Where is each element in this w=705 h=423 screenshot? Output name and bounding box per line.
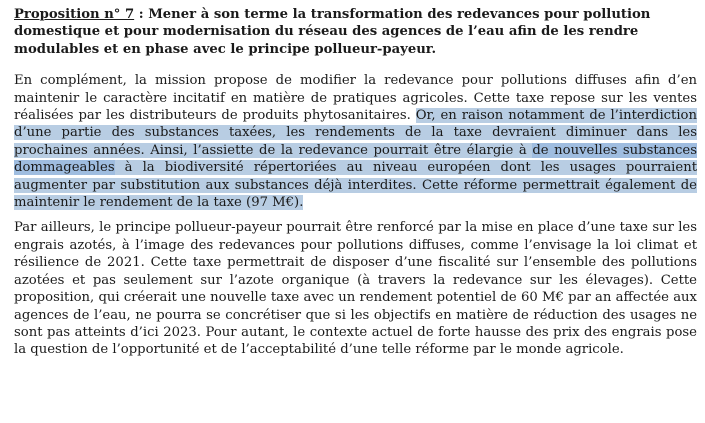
proposition-title: : Mener à son terme la transformation des redevances pour pollution domestique et pour modernisation du réseau des agences de l’eau afin de les rendre modulables et en phase avec le principe pollueur-payeur. (14, 7, 651, 57)
proposition-heading (14, 6, 697, 58)
proposition-label: Proposition n° 7 (14, 7, 135, 22)
paragraph-engrais-azotes[interactable]: Par ailleurs, le principe pollueur-payeur pourrait être renforcé par la mise en place d’une taxe sur les engrais azotés, à l’image des redevances pour pollutions diffuses, comme l’envisage la loi climat et résilience de 2021. Cette taxe permettrait de disposer d’une fiscalité sur l’ensemble des pollutions azotées et pas seulement sur l’azote organique (à travers la redevance sur les élevages). Cette proposition, qui créerait une nouvelle taxe avec un rendement potentiel de 60 M€ par an affectée aux agences de l’eau, ne pourra se concrétiser que si les objectifs en matière de réduction des usages ne sont pas atteints d’ici 2023. Pour autant, le contexte actuel de forte hausse des prix des engrais pose la question de l’opportunité et de l’acceptabilité d’une telle réforme par le monde agricole. (14, 220, 697, 358)
selected-text-c[interactable]: à la biodiversité répertoriées au niveau européen dont les usages pourraient augmenter par substitution aux substances déjà interdites. Cette réforme permettrait également de maintenir le rendement de la taxe (97 M€). (14, 160, 697, 211)
selected-text-b[interactable]: de nouvelles substances dommageables (14, 142, 697, 176)
paragraph1-intro[interactable]: En complément, la mission propose de modifier la redevance pour pollutions diffuses afin d’en maintenir le caractère incitatif en matière de pratiques agricoles. Cette taxe repose sur les ventes réalisées par les distributeurs de produits phytosanitaires. (14, 73, 697, 124)
paragraph-pollutions-diffuses (14, 72, 697, 211)
selected-text-a[interactable]: Or, en raison notamment de l’interdiction d’une partie des substances taxées, les rendements de la taxe devraient diminuer dans les prochaines années. Ainsi, l’assiette de la redevance pourrait être élargie à (14, 108, 697, 158)
